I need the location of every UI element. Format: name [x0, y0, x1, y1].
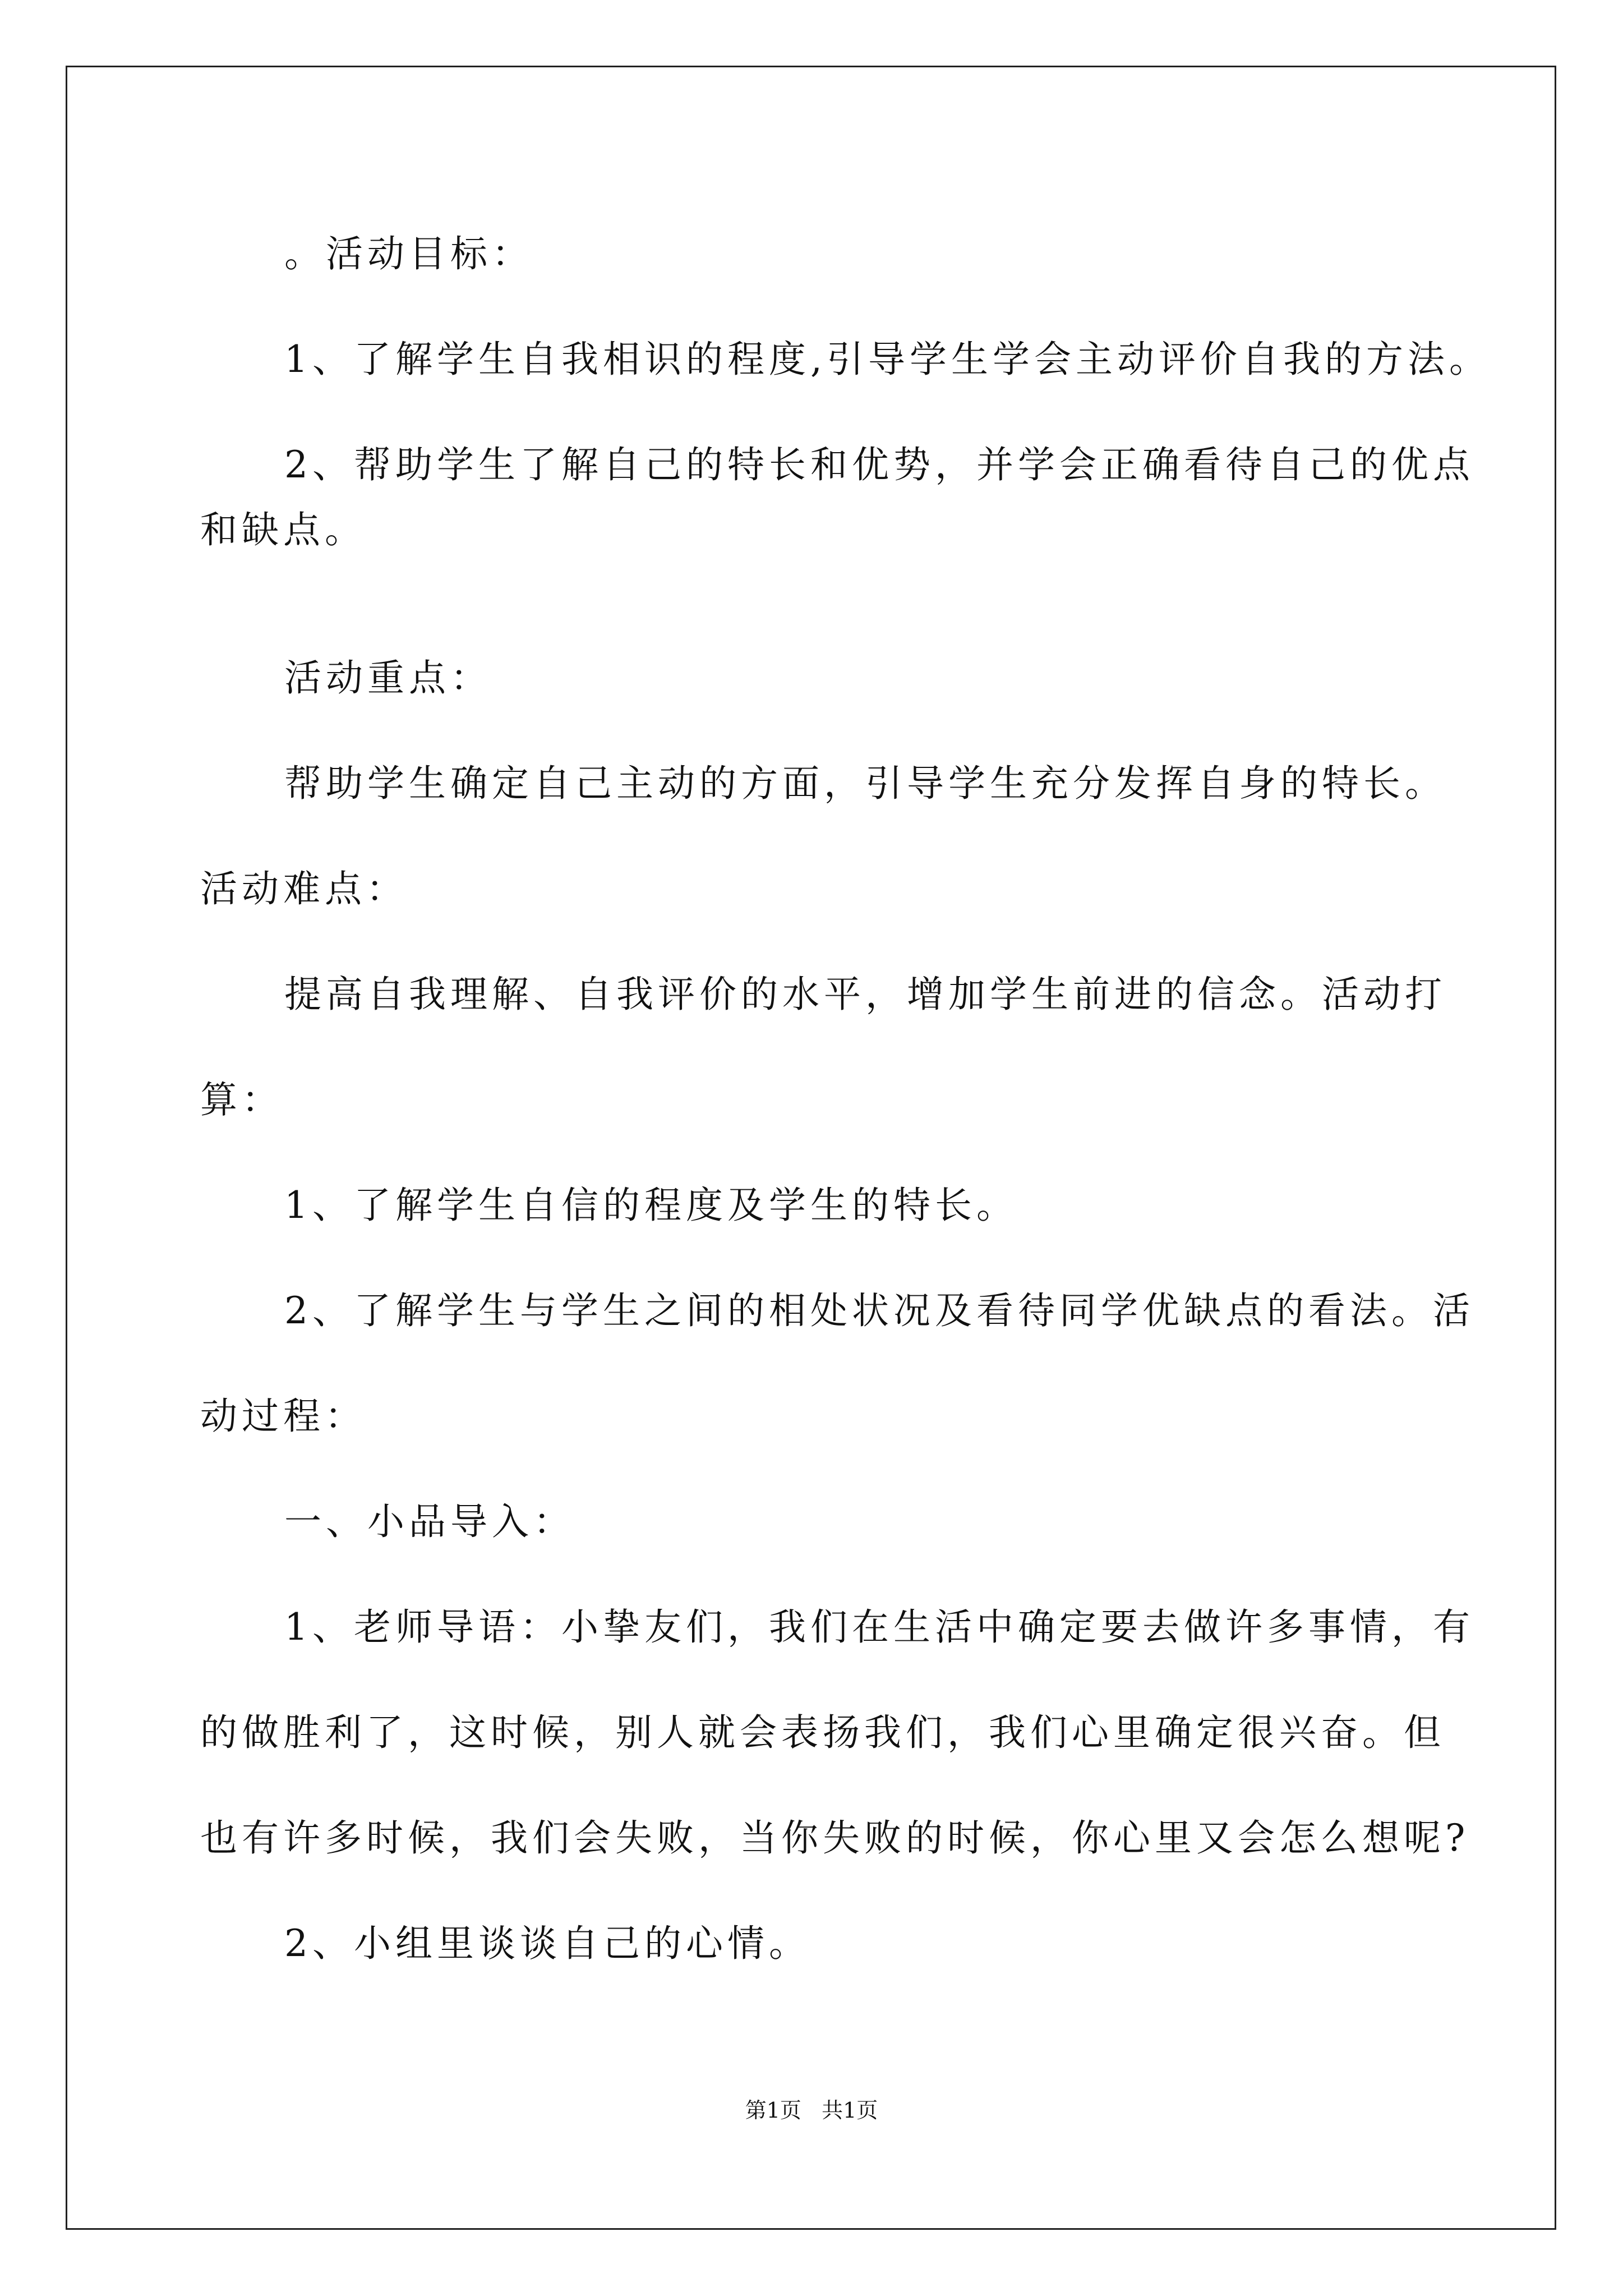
paragraph-line: 动过程： — [200, 1395, 366, 1438]
paragraph-line: 2、帮助学生了解自己的特长和优势，并学会正确看待自己的优点 — [284, 443, 1474, 486]
paragraph-line: 1、了解学生自我相识的程度,引导学生学会主动评价自我的方法。 — [284, 338, 1491, 381]
page-border — [66, 66, 1556, 2230]
paragraph-line: 提高自我理解、自我评价的水平，增加学生前进的信念。活动打 — [284, 973, 1446, 1016]
page-footer: 第1页 共1页 — [745, 2098, 878, 2123]
section-heading-intro: 一、小品导入： — [284, 1500, 575, 1543]
paragraph-line: 和缺点。 — [200, 508, 366, 551]
section-heading-goals: 。活动目标： — [284, 232, 533, 275]
paragraph-line: 2、了解学生与学生之间的相处状况及看待同学优缺点的看法。活 — [284, 1289, 1474, 1332]
section-heading-key-points: 活动重点： — [284, 656, 492, 700]
paragraph-line: 2、小组里谈谈自己的心情。 — [284, 1922, 810, 1965]
paragraph-line: 算： — [200, 1078, 283, 1121]
paragraph-line: 的做胜利了，这时候，别人就会表扬我们，我们心里确定很兴奋。但 — [200, 1711, 1445, 1754]
section-heading-difficulties: 活动难点： — [200, 867, 408, 910]
paragraph-line: 1、了解学生自信的程度及学生的特长。 — [284, 1184, 1018, 1227]
paragraph-line: 也有许多时候，我们会失败，当你失败的时候，你心里又会怎么想呢? — [200, 1816, 1470, 1860]
paragraph-line: 1、老师导语：小挚友们，我们在生活中确定要去做许多事情，有 — [284, 1605, 1474, 1649]
paragraph-line: 帮助学生确定自己主动的方面，引导学生充分发挥自身的特长。 — [284, 762, 1446, 805]
